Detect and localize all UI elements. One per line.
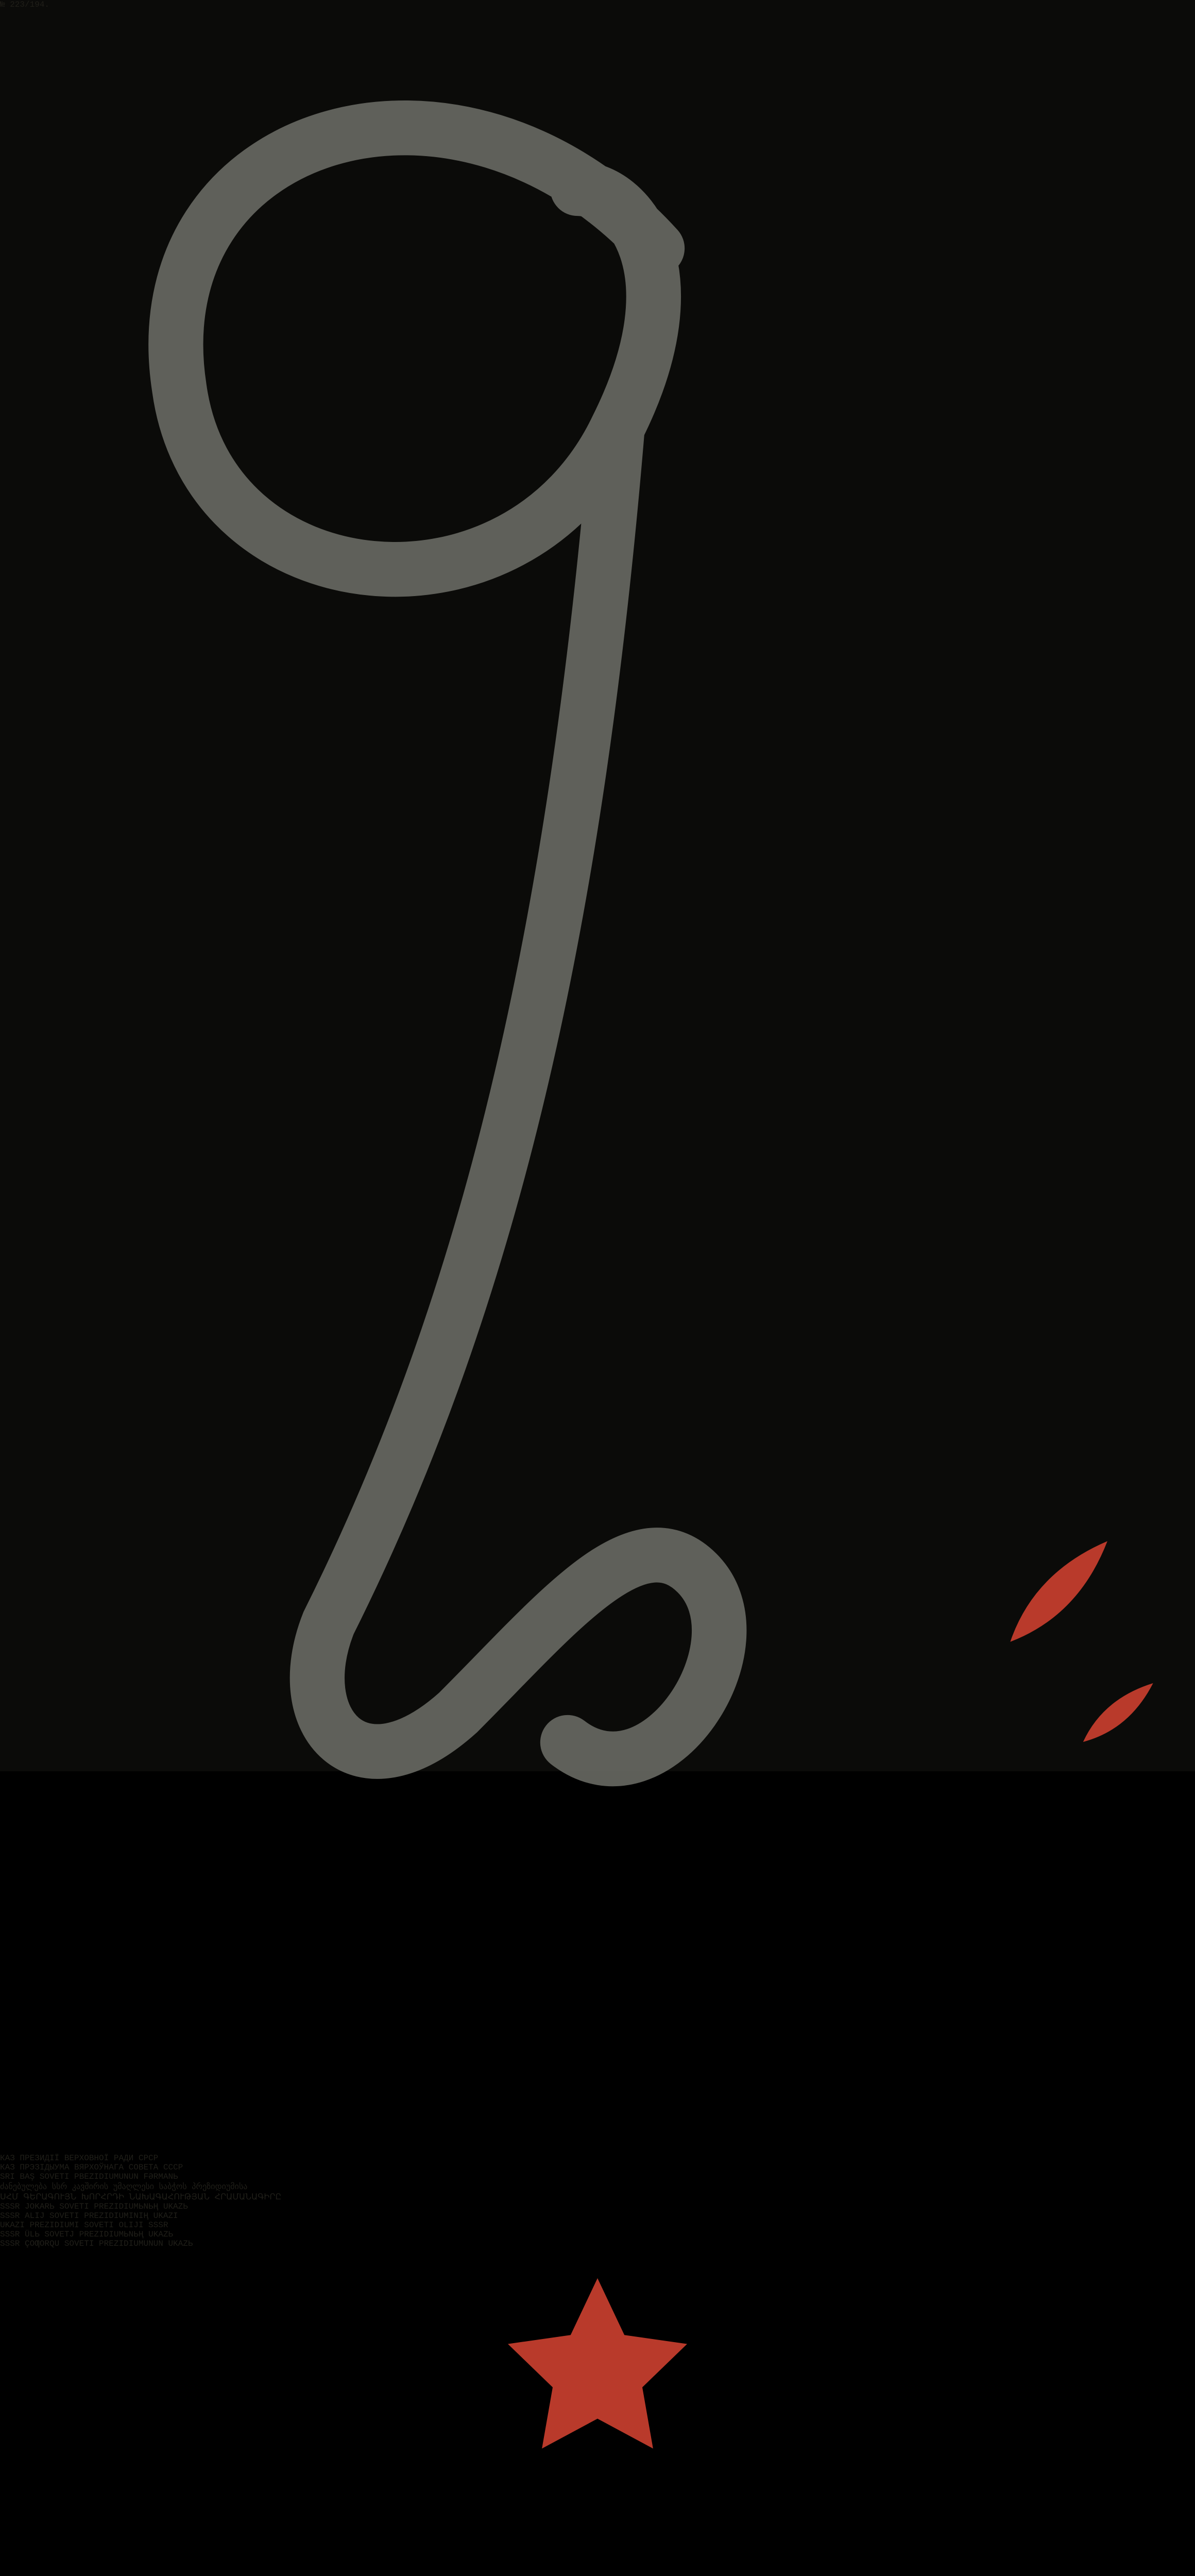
- letterhead-kazakh: SSSR JOKARЬ SOVETI PREZIDIUMЬNЬҢ UKAZЬ: [0, 2201, 188, 2211]
- ribbon-bands-icon: [0, 2538, 1195, 2576]
- letterhead-tajik: UKAZI PREZIDIUMI SOVETI OLIJI SSSR: [0, 2220, 168, 2230]
- letterhead-azerbaijani: SRI BAŞ SOVETI PBEZIDIUMUNUN FƏRMANЬ: [0, 2172, 178, 2181]
- letterhead-ukrainian: КАЗ ПРЕЗИДІЇ ВЕРХОВНОЇ РАДИ СРСР: [0, 2153, 159, 2163]
- letterhead-belarusian: КАЗ ПРЭЗІДЫУМА ВЯРХОЎНАГА СОВЕТА СССР: [0, 2162, 183, 2172]
- handwritten-pencil-mark: [0, 9, 1195, 2151]
- letterhead-uzbek: SSSR ALIJ SOVETI PREZIDIUMINIҢ UKAZI: [0, 2211, 178, 2221]
- red-star-icon: [508, 2278, 687, 2449]
- letterhead-turkmen: SSSR ÜLЬ SOVETJ PREZIDIUMЬNЬҢ UKAZЬ: [0, 2229, 174, 2239]
- letterhead-armenian: ՍՀՄ ԳԵՐԱԳՈՒՅՆ ԽՈՐՀՐԴԻ ՆԱԽԱԳԱՀՈՒԹՅԱՆ ՀՐԱՄԱՆԱԳԻՐԸ: [0, 2192, 282, 2202]
- letterhead-kyrgyz: SSSR ÇOƢORQU SOVETI PREZIDIUMUNUN UKAZЬ: [0, 2239, 193, 2248]
- document-number: № 223/194.: [0, 0, 50, 9]
- letterhead-georgian: ძანებულება სსრ კავშირის უმაღლესი საბჭოს პრეზიდიუმისა: [0, 2182, 248, 2192]
- soviet-coat-of-arms: [0, 2248, 1195, 2576]
- adjacent-page-edge: [0, 0, 61, 1764]
